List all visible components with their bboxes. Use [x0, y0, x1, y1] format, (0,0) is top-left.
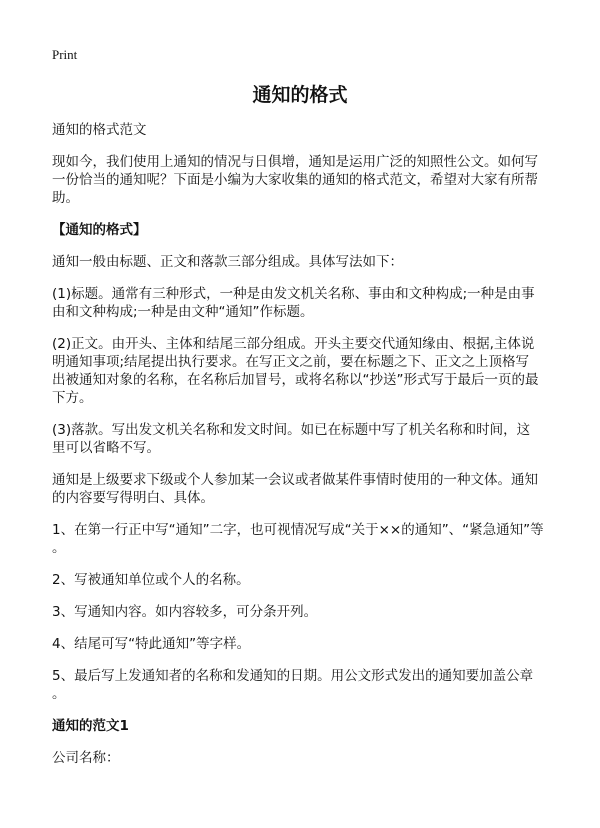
- paragraph: [52, 253, 562, 271]
- paragraph: [52, 153, 562, 207]
- paragraph: [52, 603, 562, 621]
- paragraph-line: 公司名称：: [52, 750, 120, 766]
- print-link[interactable]: Print: [52, 47, 78, 62]
- document-subtitle: [52, 121, 562, 139]
- paragraph-line: 的内容要写得明白、具体。: [52, 490, 214, 506]
- paragraph-line: (3)落款。写出发文机关名称和发文时间。如已在标题中写了机关名称和时间，这: [52, 422, 531, 438]
- paragraph: [52, 571, 562, 589]
- paragraph: [52, 635, 562, 653]
- paragraph-line: 明通知事项;结尾提出执行要求。在写正文之前，要在标题之下、正文之上顶格写: [52, 354, 530, 370]
- paragraph: [52, 521, 562, 557]
- paragraph-line: 4、结尾可写“特此通知”等字样。: [52, 636, 251, 652]
- paragraph-line: 现如今，我们使用上通知的情况与日俱增，通知是运用广泛的知照性公文。如何写: [52, 154, 538, 170]
- paragraph-line: (1)标题。通常有三种形式，一种是由发文机关名称、事由和文种构成;一种是由事: [52, 286, 535, 302]
- paragraph-line: 出被通知对象的名称，在名称后加冒号，或将名称以“抄送”形式写于最后一页的最: [52, 372, 539, 388]
- paragraph-line: 。: [52, 540, 66, 556]
- paragraph-line: 3、写通知内容。如内容较多，可分条开列。: [52, 604, 318, 620]
- paragraph-line: 【通知的格式】: [52, 222, 147, 238]
- paragraph: [52, 285, 562, 321]
- paragraph-line: 下方。: [52, 390, 93, 406]
- paragraph: [52, 421, 562, 457]
- paragraph-line: 由和文种构成;一种是由文种“通知”作标题。: [52, 304, 314, 320]
- section-heading: [52, 717, 562, 735]
- paragraph: [52, 667, 562, 703]
- subtitle-text: 通知的格式范文: [52, 122, 147, 138]
- paragraph-line: 通知是上级要求下级或个人参加某一会议或者做某件事情时使用的一种文体。通知: [52, 472, 538, 488]
- paragraph: [52, 471, 562, 507]
- paragraph-line: 里可以省略不写。: [52, 440, 160, 456]
- paragraph-line: (2)正文。由开头、主体和结尾三部分组成。开头主要交代通知缘由、根据,主体说: [52, 336, 535, 352]
- paragraph-list: [52, 153, 562, 767]
- paragraph: [52, 335, 562, 407]
- paragraph-line: 通知的范文1: [52, 718, 129, 734]
- paragraph-line: 助。: [52, 190, 79, 206]
- paragraph-line: 。: [52, 686, 66, 702]
- section-heading: [52, 221, 562, 239]
- document-body: [52, 121, 562, 781]
- paragraph: [52, 749, 562, 767]
- paragraph-line: 通知一般由标题、正文和落款三部分组成。具体写法如下：: [52, 254, 403, 270]
- paragraph-line: 一份恰当的通知呢？下面是小编为大家收集的通知的格式范文，希望对大家有所帮: [52, 172, 538, 188]
- page-title: 通知的格式: [252, 84, 348, 106]
- paragraph-line: 2、写被通知单位或个人的名称。: [52, 572, 250, 588]
- paragraph-line: 1、在第一行正中写“通知”二字，也可视情况写成“关于××的通知”、“紧急通知”等: [52, 522, 544, 538]
- paragraph-line: 5、最后写上发通知者的名称和发通知的日期。用公文形式发出的通知要加盖公章: [52, 668, 534, 684]
